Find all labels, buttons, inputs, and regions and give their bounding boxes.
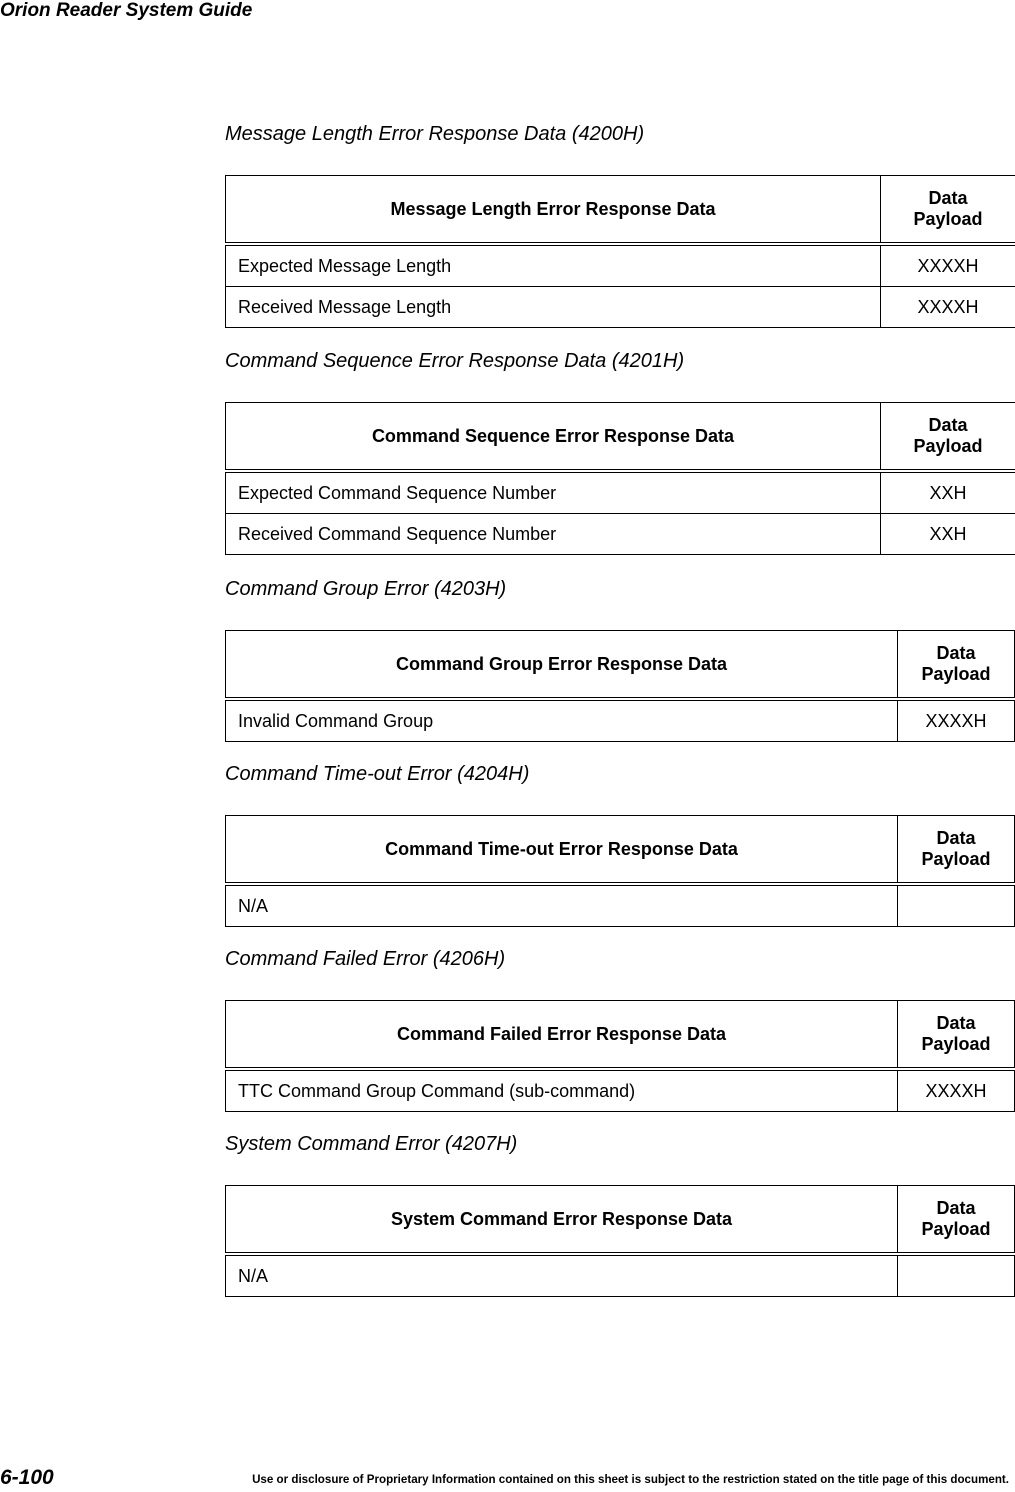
row-value: XXH bbox=[881, 514, 1015, 555]
command-group-error-table bbox=[225, 630, 1015, 742]
column-header-description: Message Length Error Response Data bbox=[226, 176, 881, 245]
row-value: XXH bbox=[881, 471, 1015, 514]
command-sequence-error-table bbox=[225, 402, 1015, 555]
table-row bbox=[226, 244, 1015, 287]
table-header-row bbox=[226, 176, 1015, 245]
system-command-error-table bbox=[225, 1185, 1015, 1297]
column-header-data-payload: Data Payload bbox=[881, 403, 1015, 472]
row-label: Received Message Length bbox=[226, 287, 881, 328]
row-value: XXXXH bbox=[898, 1069, 1015, 1112]
proprietary-notice: Use or disclosure of Proprietary Information contained on this sheet is subject to the restriction stated on the title page of this document. bbox=[252, 1473, 1009, 1486]
table-header-row bbox=[226, 816, 1015, 885]
section-heading: Command Failed Error (4206H) bbox=[225, 948, 506, 970]
row-value: XXXXH bbox=[881, 287, 1015, 328]
row-value: XXXXH bbox=[898, 699, 1015, 742]
column-header-data-payload: Data Payload bbox=[898, 631, 1015, 700]
column-header-data-payload: Data Payload bbox=[898, 816, 1015, 885]
column-header-description: System Command Error Response Data bbox=[226, 1186, 898, 1255]
table-row bbox=[226, 514, 1015, 555]
section-heading: Command Sequence Error Response Data (4201H) bbox=[225, 350, 685, 372]
section-heading: Message Length Error Response Data (4200H) bbox=[225, 123, 645, 145]
message-length-error-table bbox=[225, 175, 1015, 328]
table-row bbox=[226, 884, 1015, 927]
table-row bbox=[226, 699, 1015, 742]
table-row bbox=[226, 287, 1015, 328]
column-header-description: Command Failed Error Response Data bbox=[226, 1001, 898, 1070]
column-header-description: Command Sequence Error Response Data bbox=[226, 403, 881, 472]
table-row bbox=[226, 471, 1015, 514]
row-label: N/A bbox=[226, 1254, 898, 1297]
running-header-title: Orion Reader System Guide bbox=[0, 0, 253, 21]
table-header-row bbox=[226, 1186, 1015, 1255]
command-timeout-error-table bbox=[225, 815, 1015, 927]
row-label: Invalid Command Group bbox=[226, 699, 898, 742]
table-header-row bbox=[226, 403, 1015, 472]
table-row bbox=[226, 1254, 1015, 1297]
row-label: Received Command Sequence Number bbox=[226, 514, 881, 555]
table-header-row bbox=[226, 1001, 1015, 1070]
column-header-description: Command Time-out Error Response Data bbox=[226, 816, 898, 885]
section-heading: System Command Error (4207H) bbox=[225, 1133, 518, 1155]
row-value: XXXXH bbox=[881, 244, 1015, 287]
column-header-data-payload: Data Payload bbox=[881, 176, 1015, 245]
row-label: Expected Message Length bbox=[226, 244, 881, 287]
section-heading: Command Time-out Error (4204H) bbox=[225, 763, 530, 785]
row-value bbox=[898, 884, 1015, 927]
row-label: N/A bbox=[226, 884, 898, 927]
row-label: Expected Command Sequence Number bbox=[226, 471, 881, 514]
page-number: 6-100 bbox=[0, 1466, 54, 1489]
command-failed-error-table bbox=[225, 1000, 1015, 1112]
table-header-row bbox=[226, 631, 1015, 700]
row-value bbox=[898, 1254, 1015, 1297]
row-label: TTC Command Group Command (sub-command) bbox=[226, 1069, 898, 1112]
column-header-data-payload: Data Payload bbox=[898, 1001, 1015, 1070]
column-header-description: Command Group Error Response Data bbox=[226, 631, 898, 700]
section-heading: Command Group Error (4203H) bbox=[225, 578, 507, 600]
table-row bbox=[226, 1069, 1015, 1112]
column-header-data-payload: Data Payload bbox=[898, 1186, 1015, 1255]
